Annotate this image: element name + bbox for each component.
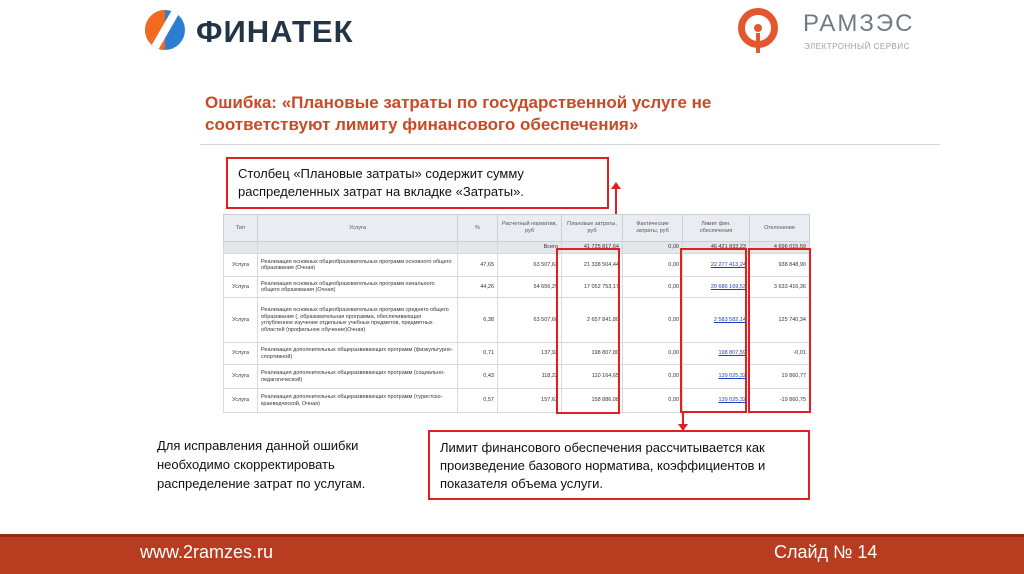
finatek-logo-icon	[145, 10, 185, 50]
col-header-type[interactable]: Тип	[224, 215, 258, 242]
cell-type: Услуга	[224, 389, 258, 413]
col-header-service[interactable]: Услуга	[258, 215, 458, 242]
total-limit: 46 421 833,23	[683, 242, 750, 254]
cell-type: Услуга	[224, 365, 258, 389]
cell-type: Услуга	[224, 343, 258, 365]
cell-norm: 157,63	[498, 389, 562, 413]
title-divider	[200, 144, 940, 145]
col-header-actual[interactable]: Фактические затраты, руб	[623, 215, 683, 242]
cell-type: Услуга	[224, 254, 258, 277]
cell-limit-link[interactable]: 139 025,32	[683, 389, 750, 413]
cell-deviation: 3 633 416,36	[750, 277, 810, 298]
cell-limit-link[interactable]: 139 025,32	[683, 365, 750, 389]
cell-norm: 63 507,60	[498, 298, 562, 343]
cell-planned: 158 886,08	[562, 389, 623, 413]
cell-norm: 63 507,63	[498, 254, 562, 277]
cell-service: Реализация основных общеобразовательных программ основного общего образования (Очная)	[258, 254, 458, 277]
col-header-limit[interactable]: Лимит фин. обеспечения	[683, 215, 750, 242]
cell-planned: 110 164,65	[562, 365, 623, 389]
cell-percent: 0,71	[458, 343, 498, 365]
cell-actual: 0,00	[623, 343, 683, 365]
cell-type: Услуга	[224, 298, 258, 343]
cell-actual: 0,00	[623, 389, 683, 413]
col-header-percent[interactable]: %	[458, 215, 498, 242]
deviation-column-highlight	[748, 248, 811, 413]
cell-percent: 0,43	[458, 365, 498, 389]
fix-instruction-note: Для исправления данной ошибки необходимо скорректировать распределение затрат по услугам.	[157, 438, 366, 491]
cell-percent: 0,57	[458, 389, 498, 413]
footer-website-link[interactable]: www.2ramzes.ru	[140, 542, 274, 562]
cell-type: Услуга	[224, 277, 258, 298]
total-actual: 0,00	[623, 242, 683, 254]
cell-limit-link[interactable]: 22 277 413,24	[683, 254, 750, 277]
slide-number: Слайд № 14	[774, 542, 878, 562]
planned-costs-callout: Столбец «Плановые затраты» содержит сумму распределенных затрат на вкладке «Затраты».	[226, 157, 609, 209]
cell-service: Реализация дополнительных общеразвивающих программ (физкультурно-спортивной)	[258, 343, 458, 365]
slide-title-line2: соответствуют лимиту финансового обеспечения»	[205, 115, 639, 134]
planned-column-highlight	[556, 248, 620, 414]
cell-norm: 118,22	[498, 365, 562, 389]
cell-deviation: 19 860,77	[750, 365, 810, 389]
ramzes-logo-icon	[738, 8, 778, 48]
total-label: Всего	[498, 242, 562, 254]
ramzes-logo-subtitle: ЭЛЕКТРОННЫЙ СЕРВИС	[804, 42, 910, 51]
slide-title-line1: Ошибка: «Плановые затраты по государственной услуге не	[205, 93, 712, 112]
cell-actual: 0,00	[623, 365, 683, 389]
col-header-norm[interactable]: Расчетный норматив, руб	[498, 215, 562, 242]
cell-service: Реализация основных общеобразовательных программ среднего общего образования (, образовательная программа, обеспечивающая углубленное изучение отдельных учебных предметов, предметных областей (профильное обучение)Очная)	[258, 298, 458, 343]
cell-planned: 21 338 504,44	[562, 254, 623, 277]
cell-deviation: 938 848,90	[750, 254, 810, 277]
cell-deviation: -0,01	[750, 343, 810, 365]
cell-deviation: -19 860,75	[750, 389, 810, 413]
cell-percent: 44,26	[458, 277, 498, 298]
col-header-deviation[interactable]: Отклонение	[750, 215, 810, 242]
cell-actual: 0,00	[623, 277, 683, 298]
arrow-head-icon	[611, 182, 621, 189]
col-header-planned[interactable]: Плановые затраты, руб	[562, 215, 623, 242]
cell-actual: 0,00	[623, 254, 683, 277]
slide-title	[205, 92, 905, 136]
ramzes-logo-text: РАМЗЭС	[803, 10, 915, 37]
cell-service: Реализация дополнительных общеразвивающих программ (социально-педагогической)	[258, 365, 458, 389]
cell-actual: 0,00	[623, 298, 683, 343]
cell-service: Реализация дополнительных общеразвивающих программ (туристско-краеведческой, Очная)	[258, 389, 458, 413]
cell-norm: 137,92	[498, 343, 562, 365]
cell-percent: 6,38	[458, 298, 498, 343]
total-planned: 41 725 817,64	[562, 242, 623, 254]
cell-planned: 17 052 753,17	[562, 277, 623, 298]
total-deviation: 4 696 015,59	[750, 242, 810, 254]
cell-service: Реализация основных общеобразовательных программ начального общего образования (Очная)	[258, 277, 458, 298]
cell-planned: 198 807,80	[562, 343, 623, 365]
cell-limit-link[interactable]: 198 807,59	[683, 343, 750, 365]
limit-explanation-callout: Лимит финансового обеспечения рассчитывается как произведение базового норматива, коэффициентов и показателя объема услуги.	[428, 430, 810, 500]
cell-limit-link[interactable]: 2 583 582,14	[683, 298, 750, 343]
finatek-logo-text: ФИНАТЕК	[196, 14, 354, 49]
cell-norm: 54 656,29	[498, 277, 562, 298]
cell-deviation: 125 740,34	[750, 298, 810, 343]
table-header-row	[224, 215, 810, 242]
cell-planned: 2 657 841,80	[562, 298, 623, 343]
cell-limit-link[interactable]: 20 686 169,53	[683, 277, 750, 298]
cell-percent: 47,65	[458, 254, 498, 277]
limit-column-highlight	[680, 248, 747, 413]
